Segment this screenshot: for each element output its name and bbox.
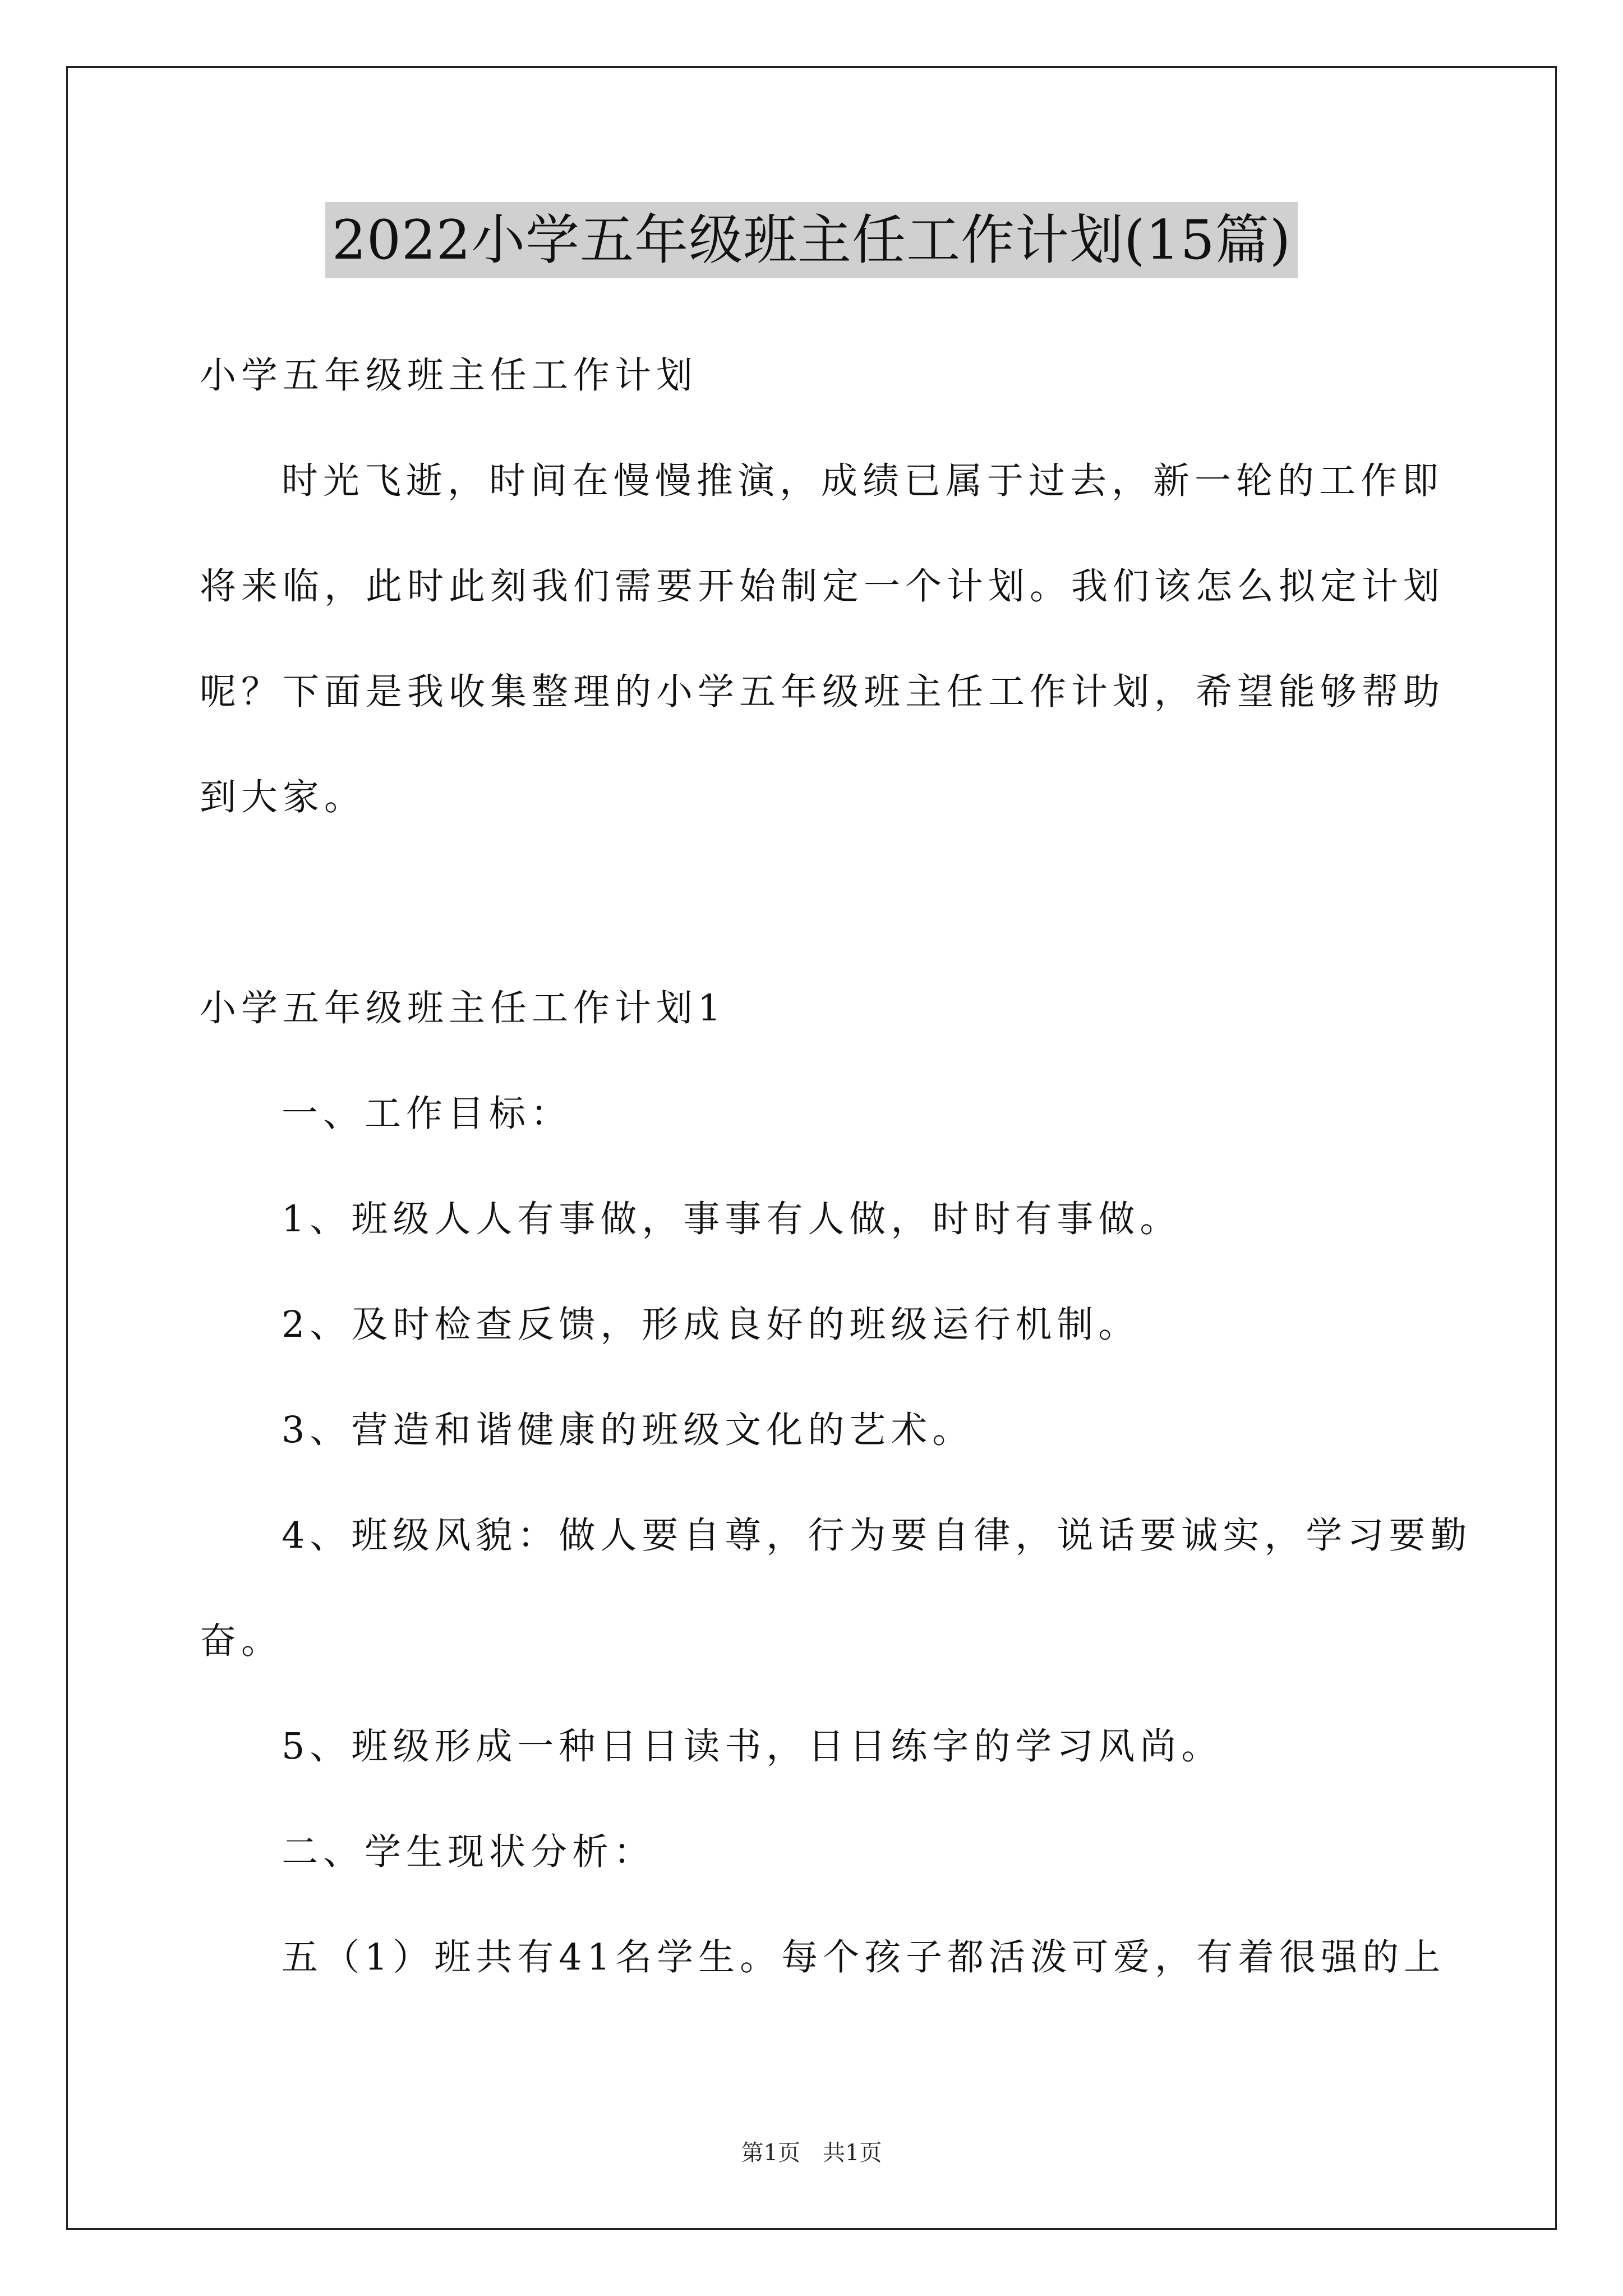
- paragraph-line: 到大家。: [200, 776, 366, 818]
- document-body: [200, 351, 1472, 2038]
- paragraph-line: 五（1）班共有41名学生。每个孩子都活泼可爱，有着很强的上: [282, 1936, 1446, 1978]
- page-footer: [0, 2136, 1623, 2170]
- blank-line: [200, 878, 1433, 928]
- title-container: [0, 202, 1623, 278]
- section-heading: 小学五年级班主任工作计划1: [200, 987, 726, 1029]
- list-item: 4、班级风貌：做人要自尊，行为要自律，说话要诚实，学习要勤: [282, 1515, 1472, 1557]
- list-item-continuation: 奋。: [200, 1620, 283, 1662]
- paragraph-line: 呢？下面是我收集整理的小学五年级班主任工作计划，希望能够帮助: [200, 671, 1445, 713]
- list-item: 5、班级形成一种日日读书，日日练字的学习风尚。: [282, 1726, 1223, 1768]
- page-total: 共1页: [823, 2140, 882, 2166]
- subheading: 一、工作目标：: [282, 1093, 573, 1135]
- section-heading: 小学五年级班主任工作计划: [200, 355, 698, 397]
- paragraph-line: 时光飞逝，时间在慢慢推演，成绩已属于过去，新一轮的工作即: [282, 460, 1444, 502]
- document-title: 2022小学五年级班主任工作计划(15篇): [325, 202, 1298, 278]
- subheading: 二、学生现状分析：: [282, 1831, 656, 1873]
- list-item: 1、班级人人有事做，事事有人做，时时有事做。: [282, 1198, 1182, 1240]
- page-number: 第1页: [741, 2140, 800, 2166]
- paragraph-line: 将来临，此时此刻我们需要开始制定一个计划。我们该怎么拟定计划: [200, 565, 1445, 608]
- list-item: 3、营造和谐健康的班级文化的艺术。: [282, 1409, 974, 1451]
- list-item: 2、及时检查反馈，形成良好的班级运行机制。: [282, 1304, 1140, 1346]
